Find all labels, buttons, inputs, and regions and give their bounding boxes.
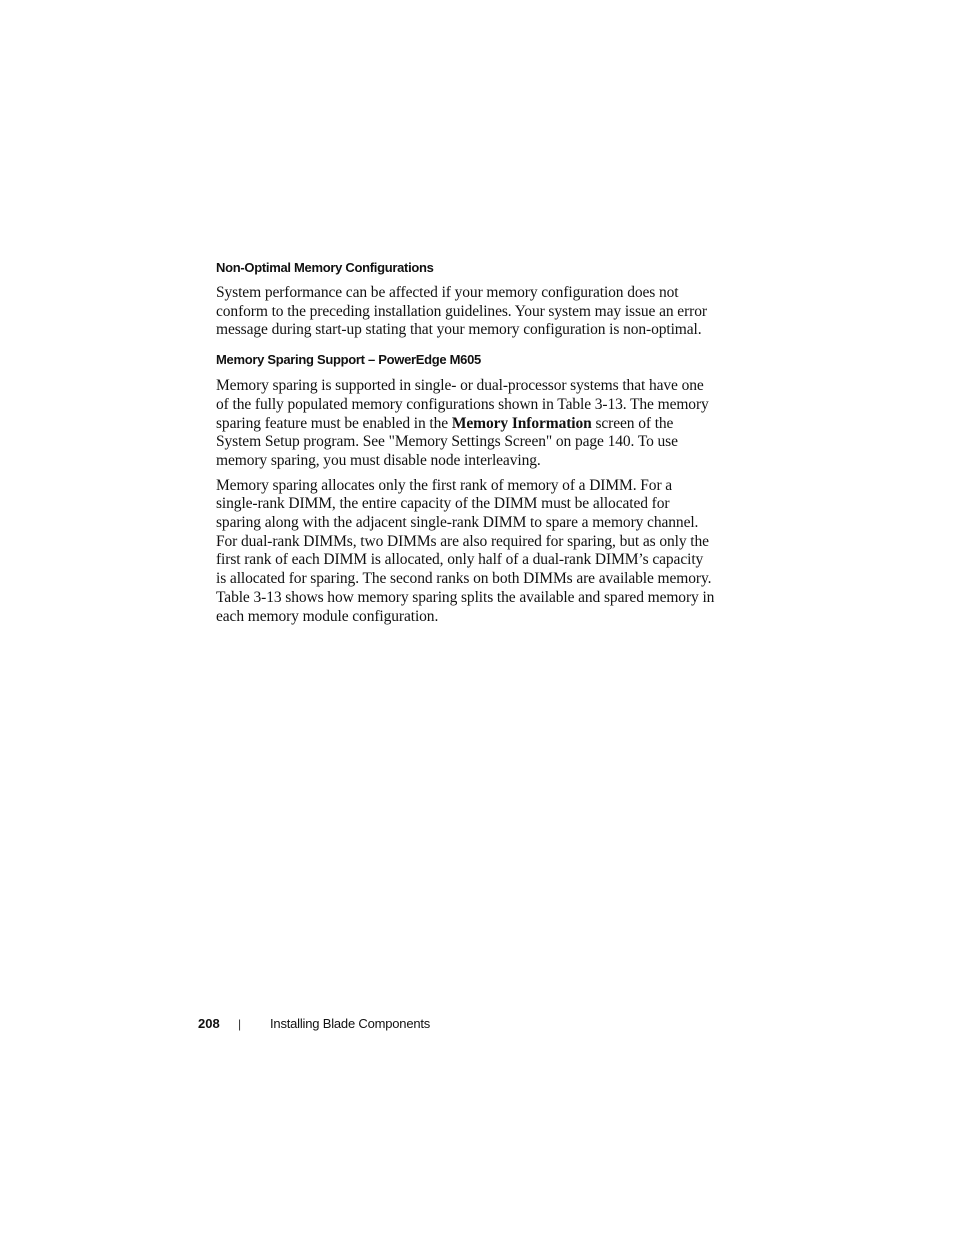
paragraph-memory-sparing-allocation: Memory sparing allocates only the first rank of memory of a DIMM. For a single-rank DIMM, the entire capacity of the DIMM must be allocated for sparing along with the adjacent single-rank DIMM to spare a memory channel. For dual-rank DIMMs, two DIMMs are also required for sparing, but as only the first rank of each DIMM is allocated, only half of a dual-rank DIMM’s capacity is allocated for sparing. The second ranks on both DIMMs are available memory. Table 3-13 shows how memory sparing splits the available and spared memory in each memory module configuration. xyxy=(216,476,715,625)
chapter-title: Installing Blade Components xyxy=(270,1016,431,1031)
section-heading-memory-sparing: Memory Sparing Support – PowerEdge M605 xyxy=(216,352,481,368)
page-footer xyxy=(198,1014,430,1034)
footer-separator: | xyxy=(238,1017,242,1031)
page-number: 208 xyxy=(198,1016,220,1031)
section-heading-non-optimal: Non-Optimal Memory Configurations xyxy=(216,260,434,275)
paragraph-memory-sparing-support xyxy=(216,377,716,471)
memory-information-term: Memory Information xyxy=(451,414,592,432)
paragraph-text-after: screen of the System Setup program. See "Memory Settings Screen" on page 140. To use memory sparing, you must disable node interleaving. xyxy=(216,414,678,469)
page-content xyxy=(216,258,716,632)
paragraph-text-before: Memory sparing is supported in single- or dual-processor systems that have one of the fully populated memory configurations shown in Table 3-13. The memory sparing feature must be enabled in the xyxy=(216,377,709,432)
paragraph-non-optimal: System performance can be affected if your memory configuration does not conform to the preceding installation guidelines. Your system may issue an error message during start-up stating that your memory configuration is non-optimal. xyxy=(216,284,707,339)
